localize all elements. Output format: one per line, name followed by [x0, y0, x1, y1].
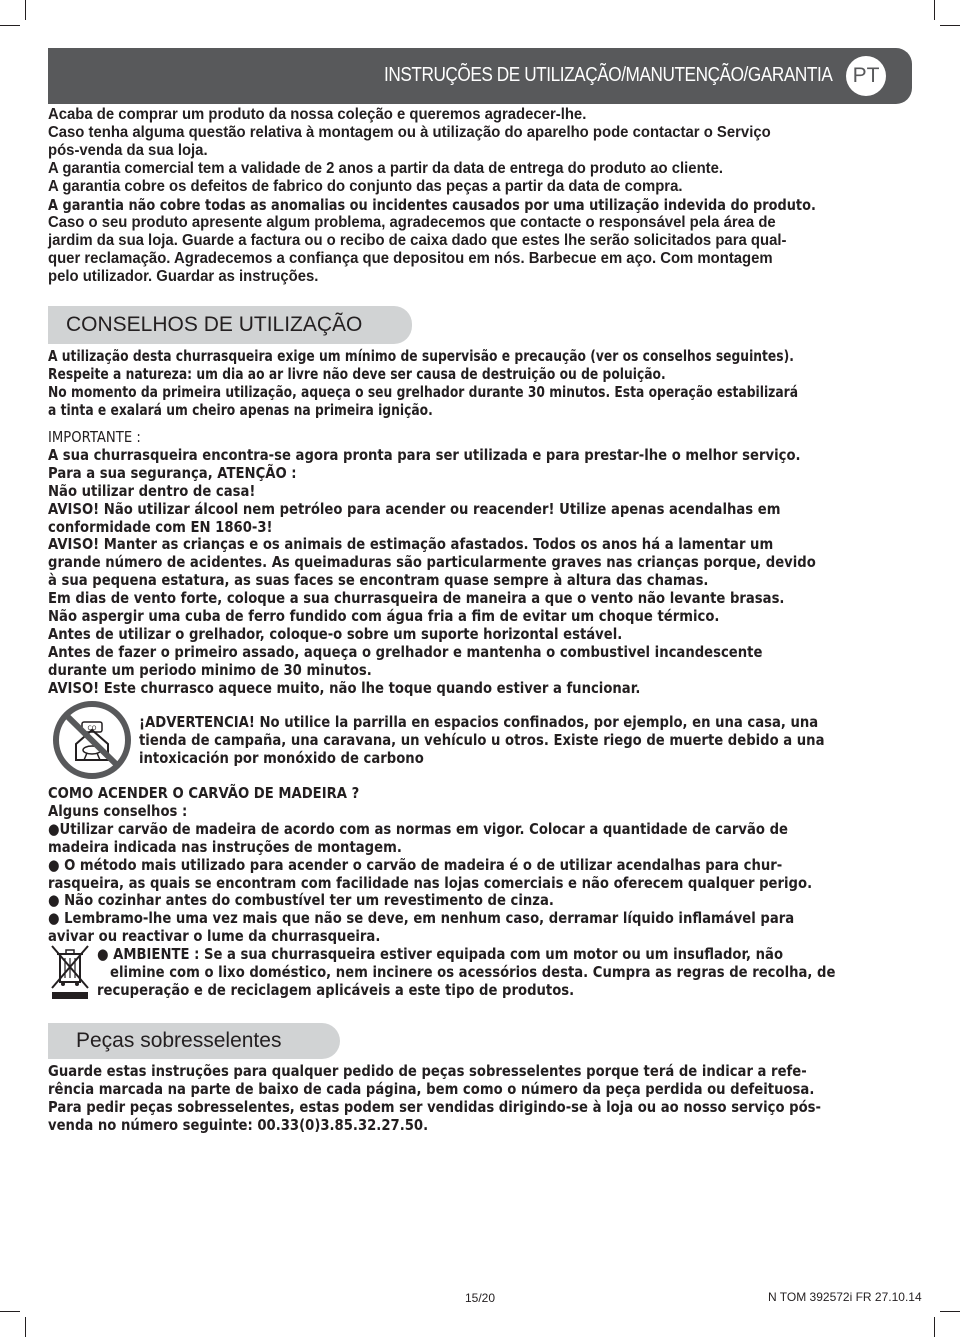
text-line: ● Não cozinhar antes do combustível ter um revestimento de cinza. [48, 891, 554, 910]
text-line: Não aspergir uma cuba de ferro fundido com água fria a fim de evitar um choque térmico. [48, 607, 720, 626]
spare-parts-text [48, 1063, 914, 1135]
text-line: ● AMBIENTE : Se a sua churrasqueira estiver equipada com um motor ou um insuflador, não [97, 945, 784, 963]
text-line: A garantia cobre os defeitos de fabrico do conjunto das peças a partir da data de compra. [48, 178, 683, 195]
text-line: tienda de campaña, una caravana, un vehículo u otros. Existe riego de muerte debido a una [139, 730, 825, 749]
text-line: Para pedir peças sobresselentes, estas podem ser vendidas dirigindo-se à loja ou ao nosso serviço pós- [48, 1097, 821, 1116]
text-line: Guarde estas instruções para qualquer pedido de peças sobresselentes porque terá de indicar a refe- [48, 1062, 807, 1080]
section-title: CONSELHOS DE UTILIZAÇÃO [66, 313, 363, 336]
text-line: Caso tenha alguma questão relativa à montagem ou à utilização do aparelho pode contactar o Serviço [48, 124, 771, 141]
text-line: Antes de utilizar o grelhador, coloque-o sobre um suporte horizontal estável. [48, 624, 623, 643]
text-line: Antes de fazer o primeiro assado, aqueça o grelhador e mantenha o combustivel incandescente [48, 642, 763, 661]
header-bar [48, 48, 912, 104]
text-line: A sua churrasqueira encontra-se agora pronta para ser utilizada e para prestar-lhe o melhor serviço. [48, 445, 801, 464]
crop-mark [25, 1317, 26, 1337]
text-line: A garantia não cobre todas as anomalias ou incidentes causados por uma utilização indevida do produto. [48, 196, 816, 214]
text-line: Acaba de comprar um produto da nossa coleção e queremos agradecer-lhe. [48, 106, 587, 123]
spanish-warning [139, 714, 914, 768]
crop-mark [940, 25, 960, 26]
text-line: IMPORTANTE : [48, 428, 141, 446]
text-line: A utilização desta churrasqueira exige um mínimo de supervisão e precaução (ver os conselhos seguintes). [48, 347, 794, 365]
usage-paragraph [48, 348, 914, 420]
crop-mark [934, 1317, 935, 1337]
crop-mark [0, 1311, 20, 1312]
crop-mark [25, 0, 26, 20]
text-line: pelo utilizador. Guardar as instruções. [48, 268, 319, 285]
text-line: Em dias de vento forte, coloque a sua churrasqueira de maneira a que o vento não levante brasas. [48, 589, 785, 608]
text-line: A garantia comercial tem a validade de 2 anos a partir da data de entrega do produto ao cliente. [48, 160, 724, 177]
text-line: Caso o seu produto apresente algum problema, agradecemos que contacte o responsável pela área de [48, 214, 776, 231]
text-line: a tinta e exalará um cheiro apenas na primeira ignição. [48, 400, 433, 419]
text-line: ¡ADVERTENCIA! No utilice la parrilla en espacios confinados, por ejemplo, en una casa, una [139, 713, 819, 731]
text-line: rasqueira, as quais se encontram com facilidade nas lojas comerciais e não oferecem qualquer perigo. [48, 873, 813, 892]
text-line: intoxicación por monóxido de carbono [139, 748, 424, 767]
text-line: jardim da sua loja. Guarde a factura ou o recibo de caixa dado que estes lhe serão solicitados para qual- [48, 232, 787, 249]
svg-text:CO: CO [87, 725, 97, 732]
text-line: Respeite a natureza: um dia ao ar livre não deve ser causa de destruição ou de poluição. [48, 364, 666, 383]
text-line: avivar ou reactivar o lume da churrasqueira. [48, 927, 381, 946]
section-header-spare-parts [48, 1023, 340, 1059]
charcoal-instructions [48, 785, 914, 946]
text-line: ● Lembramo-lhe uma vez mais que não se deve, em nenhum caso, derramar líquido inflamável para [48, 909, 795, 928]
crop-mark [0, 25, 20, 26]
text-line: grande número de acidentes. As queimaduras são particularmente graves nas crianças porque, devido [48, 553, 816, 572]
crop-mark [940, 1311, 960, 1312]
text-line: venda no número seguinte: 00.33(0)3.85.32.27.50. [48, 1115, 429, 1134]
page-number: 15/20 [465, 1291, 496, 1305]
crop-mark [934, 0, 935, 20]
text-line: Não utilizar dentro de casa! [48, 481, 256, 500]
document-reference: N TOM 392572i FR 27.10.14 [768, 1290, 922, 1304]
text-line: Para a sua segurança, ATENÇÃO : [48, 463, 297, 482]
text-line: quer reclamação. Agradecemos a confiança que depositou em nós. Barbecue em aço. Com montagem [48, 250, 773, 267]
environment-notice [97, 946, 914, 1000]
text-line: AVISO! Não utilizar álcool nem petróleo para acender ou reacender! Utilize apenas acendalhas em [48, 499, 781, 518]
text-line: Alguns conselhos : [48, 801, 188, 820]
warranty-text [48, 106, 914, 286]
text-line: rência marcada na parte de baixo de cada página, bem como o número da peça perdida ou defeituosa. [48, 1079, 815, 1098]
text-line: ●Utilizar carvão de madeira de acordo com as normas em vigor. Colocar a quantidade de carvão de [48, 819, 788, 838]
text-line: No momento da primeira utilização, aqueça o seu grelhador durante 30 minutos. Esta operação estabilizará [48, 382, 798, 401]
text-line: durante um periodo minimo de 30 minutos. [48, 660, 372, 679]
important-paragraph [48, 429, 914, 698]
text-line: AVISO! Este churrasco aquece muito, não lhe toque quando estiver a funcionar. [48, 678, 641, 697]
text-line: recuperação e de reciclagem aplicáveis a este tipo de produtos. [97, 980, 575, 999]
crossed-bin-icon [48, 942, 92, 1000]
text-line: ● O método mais utilizado para acender o carvão de madeira é o de utilizar acendalhas para chur- [48, 855, 783, 874]
section-header-usage [48, 306, 412, 344]
text-line: COMO ACENDER O CARVÃO DE MADEIRA ? [48, 784, 360, 802]
section-title: Peças sobresselentes [76, 1029, 282, 1052]
text-line: à sua pequena estatura, as suas faces se encontram quase sempre à altura das chamas. [48, 571, 709, 590]
text-line: elimine com o lixo doméstico, nem incinere os acessórios desta. Cumpra as regras de recolha, de [110, 962, 836, 981]
text-line: madeira indicada nas instruções de montagem. [48, 837, 402, 856]
language-badge: PT [846, 56, 886, 96]
no-indoor-barbecue-icon [52, 700, 132, 780]
text-line: pós-venda da sua loja. [48, 142, 208, 159]
text-line: AVISO! Manter as crianças e os animais de estimação afastados. Todos os anos há a lamentar um [48, 535, 774, 554]
page-title: INSTRUÇÕES DE UTILIZAÇÃO/MANUTENÇÃO/GARANTIA [383, 64, 832, 86]
text-line: conformidade com EN 1860-3! [48, 517, 273, 536]
